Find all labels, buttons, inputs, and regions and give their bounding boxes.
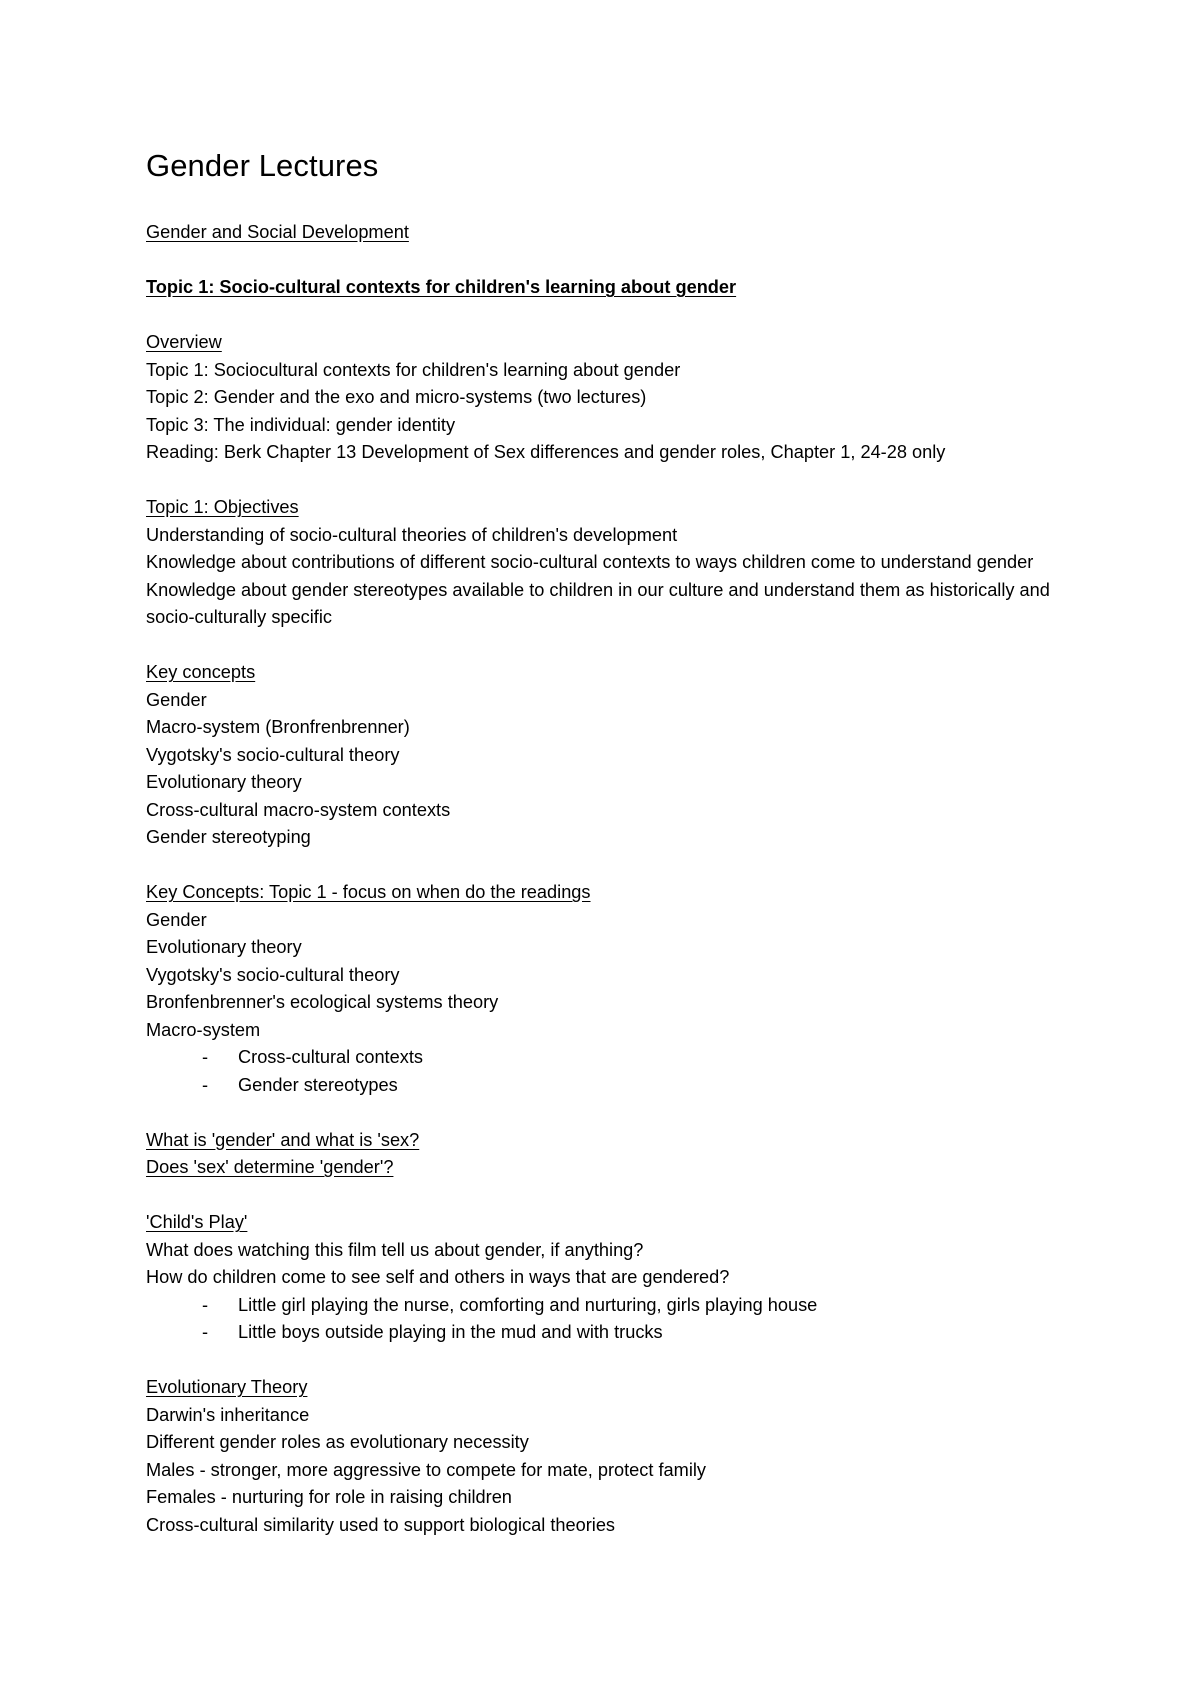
objectives-section — [146, 494, 1066, 632]
evolutionary-theory-item: Darwin's inheritance — [146, 1404, 310, 1425]
topic-heading: Topic 1: Socio-cultural contexts for children's learning about gender — [146, 277, 737, 297]
bullet-sub-item — [146, 1072, 1066, 1100]
gender-vs-sex-section — [146, 1127, 1066, 1182]
key-concept-topic1-item: Bronfenbrenner's ecological systems theory — [146, 992, 499, 1012]
key-concept-item: Gender — [146, 689, 207, 710]
evolutionary-theory-item: Cross-cultural similarity used to support biological theories — [146, 1514, 616, 1535]
topic-heading-section — [146, 274, 1066, 302]
childs-play-section — [146, 1209, 1066, 1347]
objective-item: Knowledge about gender stereotypes available to children in our culture and understand them as historically and socio-culturally specific — [146, 579, 1050, 627]
document-page — [146, 146, 1066, 1567]
key-concept-item: Evolutionary theory — [146, 772, 302, 792]
document-title: Gender Lectures — [146, 148, 379, 183]
bullet-sub-item — [146, 1292, 1066, 1320]
bullet-sub-item — [146, 1319, 1066, 1347]
evolutionary-theory-item: Males - stronger, more aggressive to compete for mate, protect family — [146, 1459, 706, 1480]
bullet-sub-item-text: Little girl playing the nurse, comforting and nurturing, girls playing house — [238, 1294, 818, 1315]
key-concept-item: Vygotsky's socio-cultural theory — [146, 744, 400, 765]
dash-bullet: - — [202, 1074, 209, 1095]
childs-play-item: How do children come to see self and others in ways that are gendered? — [146, 1267, 730, 1287]
key-concepts-topic1-heading: Key Concepts: Topic 1 - focus on when do the readings — [146, 882, 591, 902]
bullet-sub-item-text: Little boys outside playing in the mud and with trucks — [238, 1322, 663, 1342]
subtitle-section — [146, 219, 1066, 247]
key-concept-item: Gender stereotyping — [146, 827, 311, 847]
key-concept-topic1-item: Macro-system — [146, 1019, 261, 1040]
childs-play-heading: 'Child's Play' — [146, 1212, 248, 1232]
dash-bullet: - — [202, 1047, 209, 1067]
document-subtitle: Gender and Social Development — [146, 222, 409, 242]
evolutionary-theory-item: Females - nurturing for role in raising children — [146, 1487, 512, 1507]
bullet-sub-item-text: Cross-cultural contexts — [238, 1047, 423, 1067]
objective-item: Understanding of socio-cultural theories of children's development — [146, 524, 678, 545]
bullet-sub-item-text: Gender stereotypes — [238, 1074, 398, 1095]
objectives-heading: Topic 1: Objectives — [146, 497, 299, 517]
overview-item: Topic 2: Gender and the exo and micro-systems (two lectures) — [146, 387, 647, 407]
key-concepts-section — [146, 659, 1066, 852]
gender-question: What is 'gender' and what is 'sex? — [146, 1129, 420, 1150]
key-concept-topic1-item: Evolutionary theory — [146, 937, 302, 957]
childs-play-item: What does watching this film tell us about gender, if anything? — [146, 1239, 644, 1260]
evolutionary-theory-heading: Evolutionary Theory — [146, 1377, 308, 1397]
bullet-sub-item — [146, 1044, 1066, 1072]
objective-item: Knowledge about contributions of different socio-cultural contexts to ways children come to understand gender — [146, 552, 1034, 572]
overview-heading: Overview — [146, 332, 222, 352]
gender-question: Does 'sex' determine 'gender'? — [146, 1157, 394, 1177]
key-concept-topic1-item: Gender — [146, 909, 207, 930]
overview-item: Topic 1: Sociocultural contexts for children's learning about gender — [146, 359, 681, 380]
key-concepts-heading: Key concepts — [146, 662, 256, 682]
key-concepts-topic1-section — [146, 879, 1066, 1099]
overview-section — [146, 329, 1066, 467]
overview-item: Reading: Berk Chapter 13 Development of Sex differences and gender roles, Chapter 1, 24-28 only — [146, 442, 946, 462]
key-concept-topic1-item: Vygotsky's socio-cultural theory — [146, 964, 400, 985]
dash-bullet: - — [202, 1322, 209, 1342]
dash-bullet: - — [202, 1294, 209, 1315]
evolutionary-theory-section — [146, 1374, 1066, 1539]
evolutionary-theory-item: Different gender roles as evolutionary necessity — [146, 1432, 529, 1452]
key-concept-item: Macro-system (Bronfrenbrenner) — [146, 717, 410, 737]
overview-item: Topic 3: The individual: gender identity — [146, 414, 456, 435]
key-concept-item: Cross-cultural macro-system contexts — [146, 799, 451, 820]
